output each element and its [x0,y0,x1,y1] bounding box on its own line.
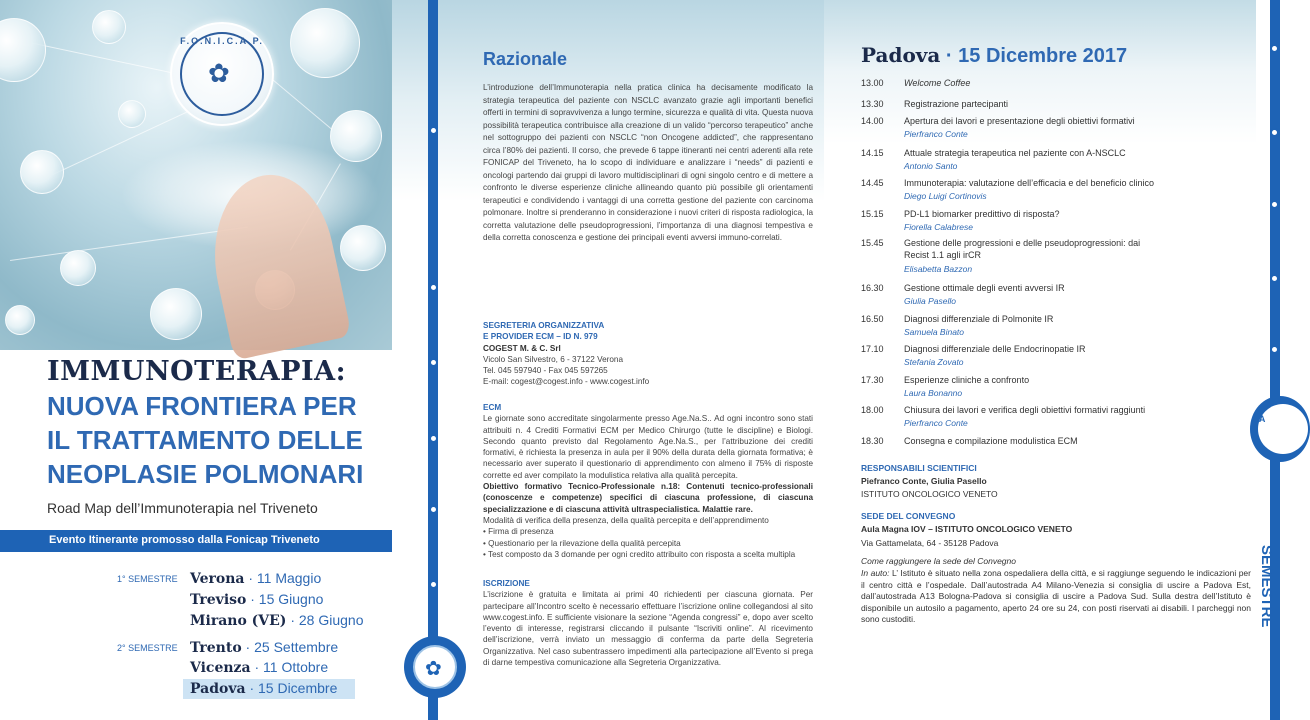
cover-title-line: NUOVA FRONTIERA PER [47,391,357,421]
lungs-icon: ✿ [425,658,442,680]
fonicap-seal [404,636,466,698]
timeline-dot [1270,345,1279,354]
scientific-heading: RESPONSABILI SCIENTIFICI [861,463,977,473]
ecm-block: ECM Le giornate sono accreditate singolarmente presso Age.Na.S.. Ad ogni incontro sono stati attribuiti n. 4 Crediti Formativi ECM per Medico Chirurgo (tutte le discipline) e Biologi. Secondo quanto previsto dal Regolamento Age.Na.S., per l’attribuzione dei crediti formativi, è richiesta la presenza in aula per il 90% della durata della giornata formativa; è necessario aver superato il questionario di apprendimento con almeno il 75% di risposte corrette ed aver compilato la modulistica relativa alla qualità percepita. Obiettivo formativo Tecnico-Professionale n.18: Contenuti tecnico-professionali (conoscenze e competenze) specifici di ciascuna professione, di ciascuna specializzazione e di ciascuna attività ultraspecialistica. Malattie rare. Modalità di verifica della presenza, della qualità percepita e dell’apprendimento • Firma di presenza • Questionario per la rilevazione della qualità percepita • Test composto da 3 domande per ogni credito attribuito con risposta a scelta multipla [483,402,813,560]
semester-2-label: 2° SEMESTRE [117,643,178,653]
registration-block: ISCRIZIONE L’iscrizione è gratuita e limitata ai primi 40 richiedenti per ciascuna giornata. Per partecipare all’Incontro scelto è necessario effettuare l’iscrizione online collegandosi al sito www.cogest.info. E sufficiente visionare la sezione “Agenda congressi” e, dopo aver scelto l’evento di interesse, registrarsi cliccando il pulsante “Iscriviti online”. Al ricevimento dell’iscrizione, verrà inviato un messaggio di conferma da parte della Segreteria Organizzativa. Nel caso subentrassero impedimenti alla partecipazione all’Evento si prega di darne tempestiva comunicazione alla Segreteria Organizzativa. [483,579,813,668]
scientific-names: Piefranco Conte, Giulia Pasello [861,476,987,486]
cover-banner: Evento Itinerante promosso dalla Fonicap Triveneto [0,530,392,552]
timeline-dot [429,505,438,514]
timeline-dot [429,358,438,367]
semester-1-label: 1° SEMESTRE [117,574,178,584]
timeline-dot [429,283,438,292]
venue-directions-title: Come raggiungere la sede del Convegno [861,556,1016,566]
city-stop: Padova · 15 Dicembre [190,680,338,697]
stage-badge: TA [1250,396,1310,462]
city-stop: Treviso · 15 Giugno [190,591,324,608]
info-panel [392,0,824,720]
cover-panel [0,0,392,720]
venue-directions: In auto: L’ Istituto è situato nella zona ospedaliera della città, e si raggiunge seguendo le indicazioni per il centro città e l’ospedale. Dall’autostrada A4 Milano-Venezia si consiglia di uscire a Padova Est, dall’autostrada A13 Bologna-Padova si consiglia di uscire a Padova Sud. Sulla destra dell’Istituto è disponibile un autosilo a pagamento, aperto 24 ore su 24, con posti riservati ai disabili. I parcheggi non sono custoditi. [861,568,1251,624]
venue-address: Via Gattamelata, 64 - 35128 Padova [861,538,999,548]
city-stop: Mirano (VE) · 28 Giugno [190,612,364,629]
timeline-dot [429,434,438,443]
city-stop: Vicenza · 11 Ottobre [190,659,329,676]
cover-illustration [0,0,392,350]
section-title-rationale: Razionale [483,49,568,69]
program-panel: Padova · 15 Dicembre 2017 13.00 Welcome Coffee 13.30 Registrazione partecipanti 14.00 Apertura dei lavori e presentazione degli obiettivi formativi Pierfranco Conte 14.15 Attuale strategia terapeutica nel paziente con A-NSCLC Antonio Santo 14.45 Immunoterapia: valutazione dell’efficacia e del beneficio clinico Diego Luigi Cortinovis 15.15 PD-L1 biomarker predittivo di risposta? Fiorella Calabrese 15.45 Gestione delle progressioni e delle pseudoprogressioni: dai Recist 1.1 agli irCR Elisabetta Bazzon 16.30 Gestione ottimale degli eventi avversi IR Giulia Pasello 16.50 Diagnosi differenziale di Polmonite IR Samuela Binato 17.10 Diagnosi differenziale delle Endocrinopatie IR Stefania Zovato 17.30 Esperienze cliniche a confronto Laura Bonanno 18.00 Chiusura dei lavori e verifica degli obiettivi formativi raggiunti Pierfranco Conte 18.30 Consegna e compilazione modulistica ECM RESPONSABILI SCIENTIFICI Piefranco Conte, Giulia Pasello ISTITUTO ONCOLOGICO VENETO SEDE DEL CONVEGNO Aula Magna IOV – ISTITUTO ONCOLOGICO VENETO Via Gattamelata, 64 - 35128 Padova Come raggiungere la sede del Convegno In auto: L’ Istituto è situato nella zona ospedaliera della città, e si raggiunge seguendo le indicazioni per il centro città e l’ospedale. Dall’autostrada A4 Milano-Venezia si consiglia di uscire a Padova Est, dall’autostrada A13 Bologna-Padova si consiglia di uscire a Padova Sud. Sulla destra dell’Istituto è disponibile un autosilo a pagamento, aperto 24 ore su 24, con posti riservati ai disabili. I parcheggi non sono custoditi. [824,0,1256,720]
cover-subtitle: Road Map dell’Immunoterapia nel Triveneto [47,500,318,516]
timeline-dot [1270,274,1279,283]
rationale-text: L’introduzione dell’Immunoterapia nella pratica clinica ha decisamente modificato la strategia terapeutica del paziente con NSCLC avanzato grazie agli importanti benefici offerti in termini di sopravvivenza a lungo termine, sicurezza e qualità di vita. Questa nuova possibilità terapeutica contribuisce alla creazione di un valido “percorso terapeutico” anche nel sottogruppo dei pazienti con NSCLC “non Oncogene addicted”, che rappresentano circa l’80% dei pazienti. Il corso, che prevede 6 tappe itineranti nei centri aderenti alla rete FONICAP del Triveneto, ha lo scopo di individuare e analizzare i “needs” di pazienti e oncologi partendo dai gruppi di lavoro multidisciplinari di ogni singolo centro e di mettere a confronto le diverse esperienze cliniche allineando quanto più possibile gli orientamenti terapeutici e condividendo i vantaggi di una corretta gestione del paziente con carcinoma polmonare. Inoltre si prenderanno in considerazione i nuovi criteri di risposta radiologica, la corretta valutazione delle pseudoprogressioni, l’importanza di una diagnosi tempestiva e della corretta conoscenza e gestione dei principali eventi avversi immuno-correlati. [483,83,813,242]
timeline-dot [429,580,438,589]
fonicap-logo: F.O.N.I.C.A.P. ✿ [170,22,274,126]
cover-title-line: NEOPLASIE POLMONARI [47,459,364,489]
program-title: Padova · 15 Dicembre 2017 [861,43,1128,67]
timeline-dot [1270,44,1279,53]
timeline-dot [1270,200,1279,209]
scientific-institute: ISTITUTO ONCOLOGICO VENETO [861,489,998,499]
city-stop: Verona · 11 Maggio [190,570,322,587]
semester-vertical-label: SEMESTRE [1258,545,1275,628]
venue-name: Aula Magna IOV – ISTITUTO ONCOLOGICO VENETO [861,524,1073,534]
timeline-dot [429,126,438,135]
lungs-icon: ✿ [208,58,230,88]
cover-title: IMMUNOTERAPIA: [47,356,347,387]
cover-title-line: IL TRATTAMENTO DELLE [47,425,363,455]
timeline-dot [1270,128,1279,137]
next-panel-edge [1256,0,1280,720]
venue-heading: SEDE DEL CONVEGNO [861,511,956,521]
secretariat-block: SEGRETERIA ORGANIZZATIVA E PROVIDER ECM – ID N. 979 COGEST M. & C. Srl Vicolo San Silvestro, 6 - 37122 Verona Tel. 045 597940 - Fax 045 597265 E-mail: cogest@cogest.info - www.cogest.info [483,321,650,387]
city-stop: Trento · 25 Settembre [190,639,339,656]
